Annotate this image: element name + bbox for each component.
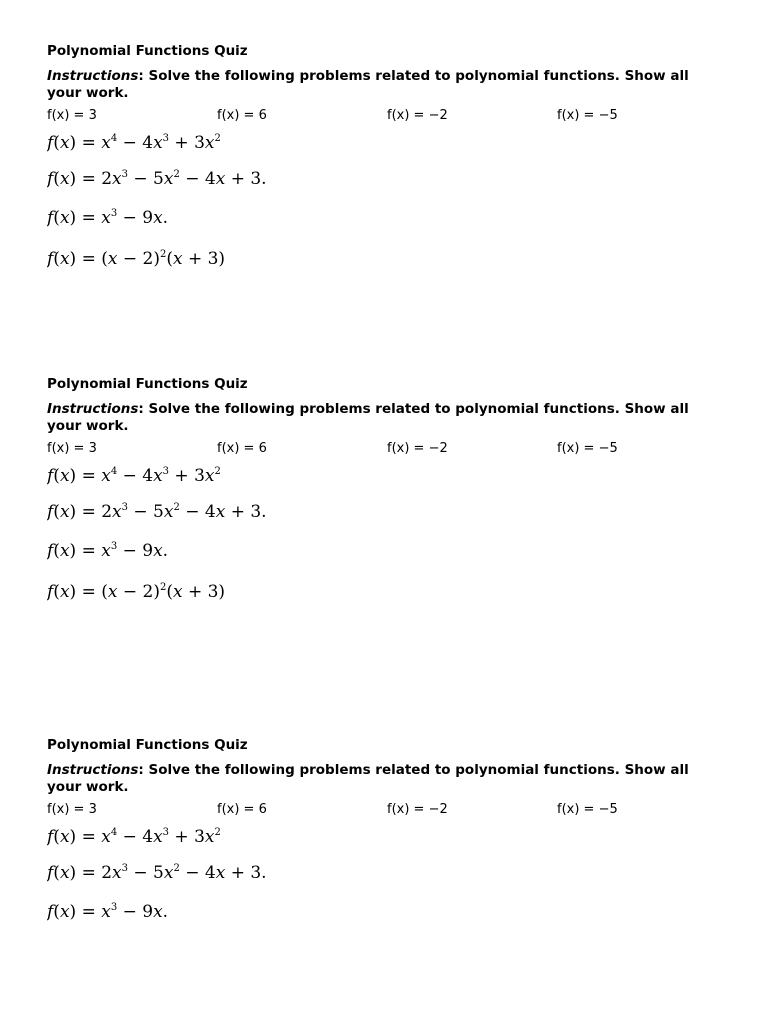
quiz-title: Polynomial Functions Quiz — [47, 376, 248, 392]
instructions-label: Instructions — [47, 762, 139, 778]
instructions-label: Instructions — [47, 401, 139, 417]
function-value: f(x) = −5 — [557, 108, 618, 123]
function-value: f(x) = 3 — [47, 108, 97, 123]
instructions-label: Instructions — [47, 68, 139, 84]
quiz-title: Polynomial Functions Quiz — [47, 737, 248, 753]
polynomial-equation: $f(x) = (x - 2)^2(x + 3)$ — [47, 582, 226, 602]
instructions-text: : Solve the following problems related to polynomial functions. Show all your work. — [47, 68, 689, 101]
function-value: f(x) = −2 — [387, 441, 448, 456]
function-values-row — [47, 801, 727, 818]
quiz-instructions — [47, 401, 727, 435]
quiz-instructions — [47, 68, 727, 102]
function-values-row — [47, 107, 727, 124]
quiz-title: Polynomial Functions Quiz — [47, 43, 248, 59]
polynomial-equation: $f(x) = (x - 2)^2(x + 3)$ — [47, 249, 226, 269]
polynomial-equation: $f(x) = x^3 - 9x$. — [47, 208, 169, 228]
function-value: f(x) = 6 — [217, 441, 267, 456]
polynomial-equation: $f(x) = x^4 - 4x^3 + 3x^2$ — [47, 133, 221, 153]
quiz-block — [47, 376, 727, 603]
function-value: f(x) = −2 — [387, 802, 448, 817]
function-value: f(x) = 3 — [47, 441, 97, 456]
polynomial-equation: $f(x) = 2x^3 - 5x^2 - 4x + 3$. — [47, 863, 267, 883]
quiz-block — [47, 737, 727, 923]
function-values-row — [47, 440, 727, 457]
polynomial-equation: $f(x) = x^3 - 9x$. — [47, 902, 169, 922]
function-value: f(x) = −5 — [557, 441, 618, 456]
polynomial-equation: $f(x) = 2x^3 - 5x^2 - 4x + 3$. — [47, 502, 267, 522]
function-value: f(x) = −5 — [557, 802, 618, 817]
polynomial-equation: $f(x) = 2x^3 - 5x^2 - 4x + 3$. — [47, 169, 267, 189]
quiz-instructions — [47, 762, 727, 796]
function-value: f(x) = −2 — [387, 108, 448, 123]
function-value: f(x) = 3 — [47, 802, 97, 817]
instructions-text: : Solve the following problems related to polynomial functions. Show all your work. — [47, 762, 689, 795]
polynomial-equation: $f(x) = x^4 - 4x^3 + 3x^2$ — [47, 827, 221, 847]
quiz-block — [47, 43, 727, 270]
polynomial-equation: $f(x) = x^3 - 9x$. — [47, 541, 169, 561]
instructions-text: : Solve the following problems related to polynomial functions. Show all your work. — [47, 401, 689, 434]
polynomial-equation: $f(x) = x^4 - 4x^3 + 3x^2$ — [47, 466, 221, 486]
function-value: f(x) = 6 — [217, 108, 267, 123]
function-value: f(x) = 6 — [217, 802, 267, 817]
